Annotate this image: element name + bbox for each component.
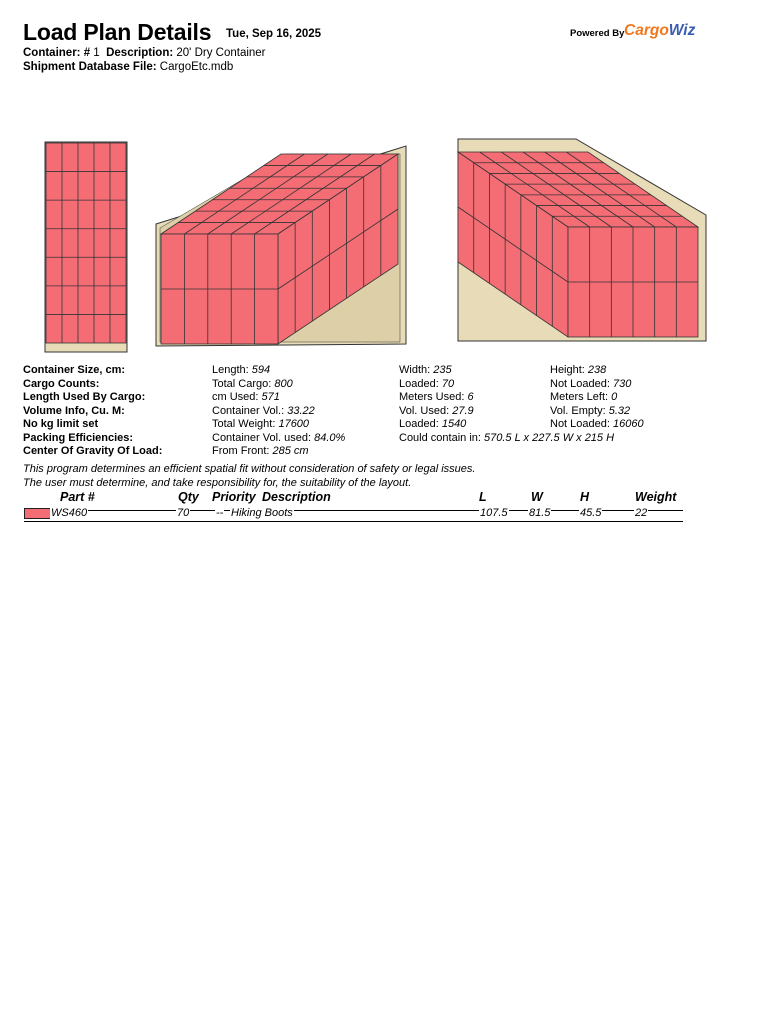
top-view-diagram <box>44 141 128 353</box>
stat-key: Meters Used: <box>399 391 468 403</box>
disclaimer-line2: The user must determine, and take responsibility for, the suitability of the layout. <box>23 477 412 489</box>
stat-col1 <box>212 405 315 417</box>
brand-logo <box>624 22 695 40</box>
col-header-description: Description <box>262 490 331 504</box>
cell-height: 45.5 <box>580 507 602 519</box>
col-header-width: W <box>531 490 543 504</box>
stat-col1 <box>212 445 309 457</box>
stat-value: 285 cm <box>272 445 309 457</box>
stat-col1 <box>212 378 293 390</box>
cell-length: 107.5 <box>480 507 508 519</box>
stat-value: 570.5 L x 227.5 W x 215 H <box>484 431 615 444</box>
stat-value: 730 <box>613 377 632 390</box>
col-header-length: L <box>479 490 487 504</box>
stat-key: Vol. Used: <box>399 404 453 417</box>
stat-col1 <box>212 432 345 444</box>
stat-value: 70 <box>441 377 455 390</box>
stat-value: 33.22 <box>287 404 315 417</box>
stat-key: Not Loaded: <box>550 377 613 390</box>
stat-value: 16060 <box>613 418 644 430</box>
stat-label: No kg limit set <box>23 418 99 430</box>
stat-row-label <box>23 445 162 457</box>
stat-value: 5.32 <box>608 404 631 417</box>
stat-value: 238 <box>587 364 607 376</box>
stat-key: cm Used: <box>212 391 262 403</box>
isometric-view-rear <box>456 137 708 343</box>
cargo-color-swatch <box>24 508 51 519</box>
stat-col3 <box>550 364 606 376</box>
stat-col3 <box>550 418 644 430</box>
stat-col1 <box>212 418 309 430</box>
stat-label: Packing Efficiencies: <box>23 431 134 444</box>
stat-col2 <box>399 418 466 430</box>
stat-row-label <box>23 418 98 430</box>
container-meta-line <box>23 47 266 59</box>
cell-width: 81.5 <box>529 507 551 519</box>
database-label: Shipment Database File: <box>23 61 157 73</box>
description-value: 20' Dry Container <box>176 47 266 59</box>
stat-row-label <box>23 378 99 390</box>
database-value: CargoEtc.mdb <box>159 61 234 73</box>
brand-logo-part2: Wiz <box>668 22 696 39</box>
stat-key: Length: <box>212 364 252 376</box>
stat-row-label <box>23 405 125 417</box>
stat-key: Meters Left: <box>550 391 612 403</box>
stat-key: Vol. Empty: <box>550 404 609 417</box>
stat-key: Could contain in: <box>399 431 484 444</box>
stat-col1 <box>212 364 270 376</box>
stat-key: Container Vol. used: <box>212 431 315 444</box>
stat-value: 27.9 <box>452 404 474 417</box>
stat-row-label <box>23 391 145 403</box>
disclaimer-line1: This program determines an efficient spatial fit without consideration of safety or legal issues. <box>23 463 476 475</box>
powered-by-label: Powered By <box>570 28 625 39</box>
cell-part: WS460 <box>51 507 88 519</box>
cell-priority: -- <box>216 507 224 519</box>
table-bottom-rule <box>24 521 683 522</box>
stat-label: Center Of Gravity Of Load: <box>23 445 163 457</box>
stat-col2 <box>399 378 454 390</box>
report-date: Tue, Sep 16, 2025 <box>226 28 322 40</box>
stat-key: Height: <box>550 364 588 376</box>
stat-col2 <box>399 391 474 403</box>
stat-col3 <box>550 378 631 390</box>
col-header-part: Part # <box>60 490 95 504</box>
col-header-priority: Priority <box>212 490 256 504</box>
stat-key: Container Vol.: <box>212 404 288 417</box>
col-header-height: H <box>580 490 590 504</box>
stat-value: 84.0% <box>314 431 346 444</box>
stat-value: 17600 <box>278 418 310 430</box>
cell-weight: 22 <box>635 507 648 519</box>
stat-key: Not Loaded: <box>550 418 613 430</box>
stat-value: 0 <box>611 391 618 403</box>
stat-value: 571 <box>261 391 280 403</box>
stat-label: Volume Info, Cu. M: <box>23 404 125 417</box>
col-header-weight: Weight <box>635 490 677 504</box>
stat-col3 <box>550 391 617 403</box>
stat-key: Loaded: <box>399 418 442 430</box>
stat-value: 6 <box>467 391 474 403</box>
isometric-view-front <box>154 144 410 350</box>
cell-description: Hiking Boots <box>231 507 293 519</box>
stat-col3 <box>550 405 630 417</box>
brand-logo-part1: Cargo <box>624 22 669 39</box>
stat-value: 1540 <box>441 418 467 430</box>
description-label: Description: <box>106 47 174 59</box>
stat-key: Width: <box>399 364 434 376</box>
stat-label: Length Used By Cargo: <box>23 391 146 403</box>
stat-key: Loaded: <box>399 377 442 390</box>
col-header-qty: Qty <box>178 490 199 504</box>
stat-key: Total Cargo: <box>212 377 275 390</box>
stat-col2 <box>399 364 452 376</box>
stat-row-label <box>23 364 125 376</box>
stat-label: Container Size, cm: <box>23 364 126 376</box>
database-meta-line <box>23 61 233 73</box>
stat-value: 594 <box>251 364 271 376</box>
stat-row-label <box>23 432 133 444</box>
cell-qty: 70 <box>177 507 190 519</box>
stat-key: Total Weight: <box>212 418 279 430</box>
stat-value: 235 <box>433 364 452 376</box>
stat-key: From Front: <box>212 445 273 457</box>
stat-label: Cargo Counts: <box>23 377 100 390</box>
stat-col2 <box>399 405 474 417</box>
container-label: Container: # <box>23 47 91 59</box>
stat-value: 800 <box>274 377 293 390</box>
stat-col1 <box>212 391 280 403</box>
container-number: 1 <box>93 47 100 59</box>
stat-col2 <box>399 432 614 444</box>
page-title: Load Plan Details <box>23 19 212 45</box>
